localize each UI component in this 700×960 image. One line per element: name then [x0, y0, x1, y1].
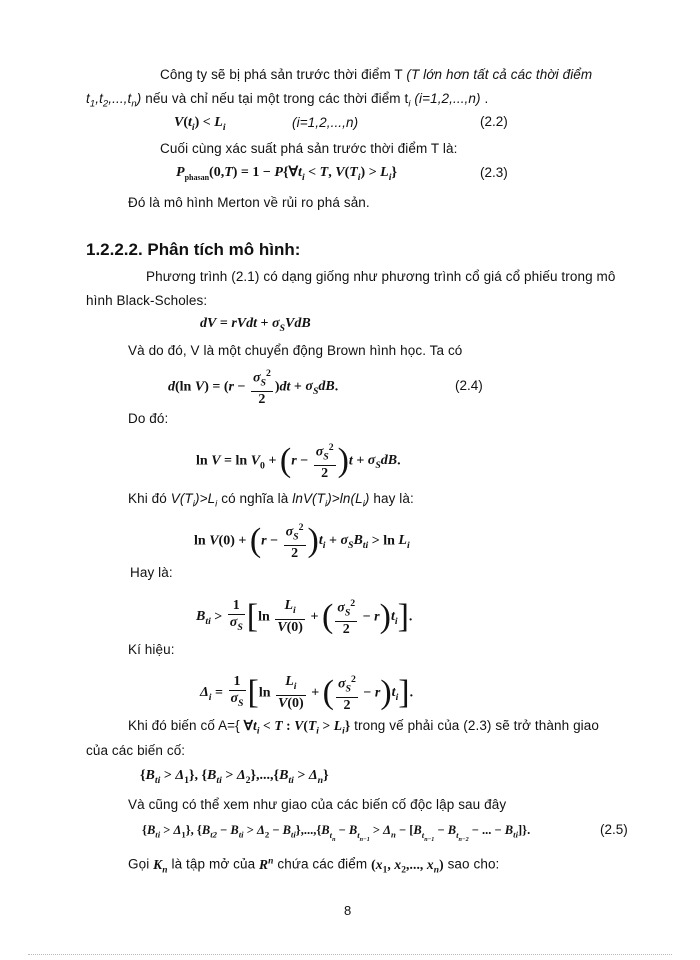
- equation-Bti-inequality: $B_{ti}$ > $\frac{1}{\sigma_S}$ [ln $\frac{L_i}{V(0)}$ + ( $\frac{\sigma_S^2}{2}$ − $r)t_i$].: [196, 598, 413, 638]
- equation-2-3: $P_{phasan}(0,T) = 1$ − $P\{\forall t_i < T$, $V(T_i) > L_i$}: [176, 165, 397, 183]
- text-span: lnV(T: [292, 491, 325, 506]
- paragraph-bankruptcy-probability: Cuối cùng xác suất phá sản trước thời điểm T là:: [160, 141, 458, 156]
- paragraph-bankruptcy-condition-line1: [160, 66, 592, 84]
- text-span: ,t: [95, 91, 103, 106]
- text-span: sao cho:: [443, 856, 500, 872]
- equation-2-2-range: (i=1,2,...,n): [292, 115, 359, 130]
- text-span: ,...,t: [108, 91, 132, 106]
- equation-number-2-3: (2.3): [480, 165, 508, 180]
- equation-2-2: $V(t_i) < L_i$: [174, 115, 226, 133]
- equation-number-2-5: (2.5): [600, 822, 628, 837]
- text-span: (i=1,2,...,n): [410, 91, 485, 106]
- paragraph-merton-model: Đó là mô hình Merton về rủi ro phá sản.: [128, 195, 370, 210]
- equation-2-5: $\{B_{ti} > \Delta_1\}$, $\{B_{t2} - B_{ti} > \Delta_2 - B_{ti}\},...,\{B_{t_n} - B_{t_{n-1}} > \Delta_n - [B_{t_{n-1}} - B_{t_{n-2}}$ − ... − $B_{ti}$]}.: [142, 823, 531, 843]
- text-span: Khi đó biến cố A={: [128, 718, 244, 733]
- text-span: hay là:: [369, 491, 414, 506]
- equation-event-set: $\{B_{ti} > \Delta_1\}$, $\{B_{ti} > \Delta_2\},...,\{B_{ti} > \Delta_n\}$: [140, 768, 329, 786]
- text-span: .: [484, 91, 489, 106]
- text-span: 1: [89, 98, 96, 110]
- equation-dV: dV = rVdt + $\sigma_SVdB$: [200, 316, 311, 334]
- text-span: Công ty sẽ bị phá sản trước thời điểm T: [160, 67, 407, 82]
- equation-delta-definition: $\Delta_i$ = $\frac{1}{\sigma_S}$ [ln $\frac{L_i}{V(0)}$ + ( $\frac{\sigma_S^2}{2}$ − $r)t_i$].: [200, 674, 414, 714]
- paragraph-event-A-line2: của các biến cố:: [86, 743, 186, 758]
- text-span: 2: [102, 98, 109, 110]
- text-span: Gọi: [128, 856, 154, 872]
- paragraph-or: Hay là:: [130, 565, 173, 580]
- text-span: V(T: [170, 491, 193, 506]
- equation-number-2-4: (2.4): [455, 378, 483, 393]
- equation-number-2-2: (2.2): [480, 114, 508, 129]
- text-span: trong vế phải của (2.3) sẽ trở thành giao: [350, 718, 599, 733]
- text-span: t: [86, 91, 90, 106]
- paragraph-therefore: Do đó:: [128, 411, 169, 426]
- text-span: )>L: [194, 491, 216, 506]
- equation-lnV0-inequality: ln V(0) + (r − $\frac{\sigma_S^2}{2}$ )$t_i + \sigma_SB_{ti} > \ln L_i$: [194, 522, 410, 562]
- text-span: chứa các điểm: [273, 856, 372, 872]
- text-span: ): [136, 91, 142, 106]
- paragraph-notation: Kí hiệu:: [128, 642, 175, 657]
- paragraph-bankruptcy-condition-line2: [86, 90, 488, 114]
- text-span: Khi đó: [128, 491, 171, 506]
- text-span: ): [364, 491, 370, 506]
- section-heading: 1.2.2.2. Phân tích mô hình:: [86, 240, 301, 259]
- equation-lnV: $\ln V = \ln V_0 + (r$ − $\frac{\sigma_S^2}{2}$ )$t + \sigma_SdB$.: [196, 442, 401, 482]
- equation-2-4: d(ln V) = (r − $\frac{\sigma_S^2}{2}$ )$dt + \sigma_SdB$.: [168, 368, 339, 408]
- text-span: n: [131, 98, 137, 110]
- paragraph-black-scholes-line1: Phương trình (2.1) có dạng giống như phương trình cổ giá cổ phiếu trong mô: [146, 269, 616, 284]
- paragraph-open-set: Gọi $K_n$ là tập mở của $R^n$ chứa các điểm ($x_1$, $x_2$,..., $x_n$) sao cho:: [128, 856, 500, 876]
- text-span: i: [325, 498, 328, 510]
- paragraph-condition-ln: [128, 490, 414, 514]
- text-span: i: [408, 98, 411, 110]
- text-span: )>ln(L: [327, 491, 363, 506]
- text-span: i: [215, 498, 218, 510]
- paragraph-black-scholes-line2: hình Black-Scholes:: [86, 293, 208, 308]
- paragraph-event-A: Khi đó biến cố A={ $\forall t_i < T$ : $V(T_i > L_i\}$ trong vế phải của (2.3) sẽ trở thành giao: [128, 718, 599, 737]
- text-span: là tập mở của: [167, 856, 260, 872]
- text-span: có nghĩa là: [217, 491, 293, 506]
- text-span: (T lớn hơn tất cả các thời điểm: [406, 67, 593, 82]
- paragraph-independent-events: Và cũng có thể xem như giao của các biến cố độc lập sau đây: [128, 797, 507, 812]
- page-number: 8: [344, 903, 352, 918]
- paragraph-brownian-motion: Và do đó, V là một chuyển động Brown hình học. Ta có: [128, 343, 463, 358]
- text-span: i: [192, 498, 195, 510]
- text-span: i: [362, 498, 365, 510]
- page-bottom-divider: [28, 954, 672, 955]
- text-span: nếu và chỉ nếu tại một trong các thời điểm t: [141, 91, 409, 106]
